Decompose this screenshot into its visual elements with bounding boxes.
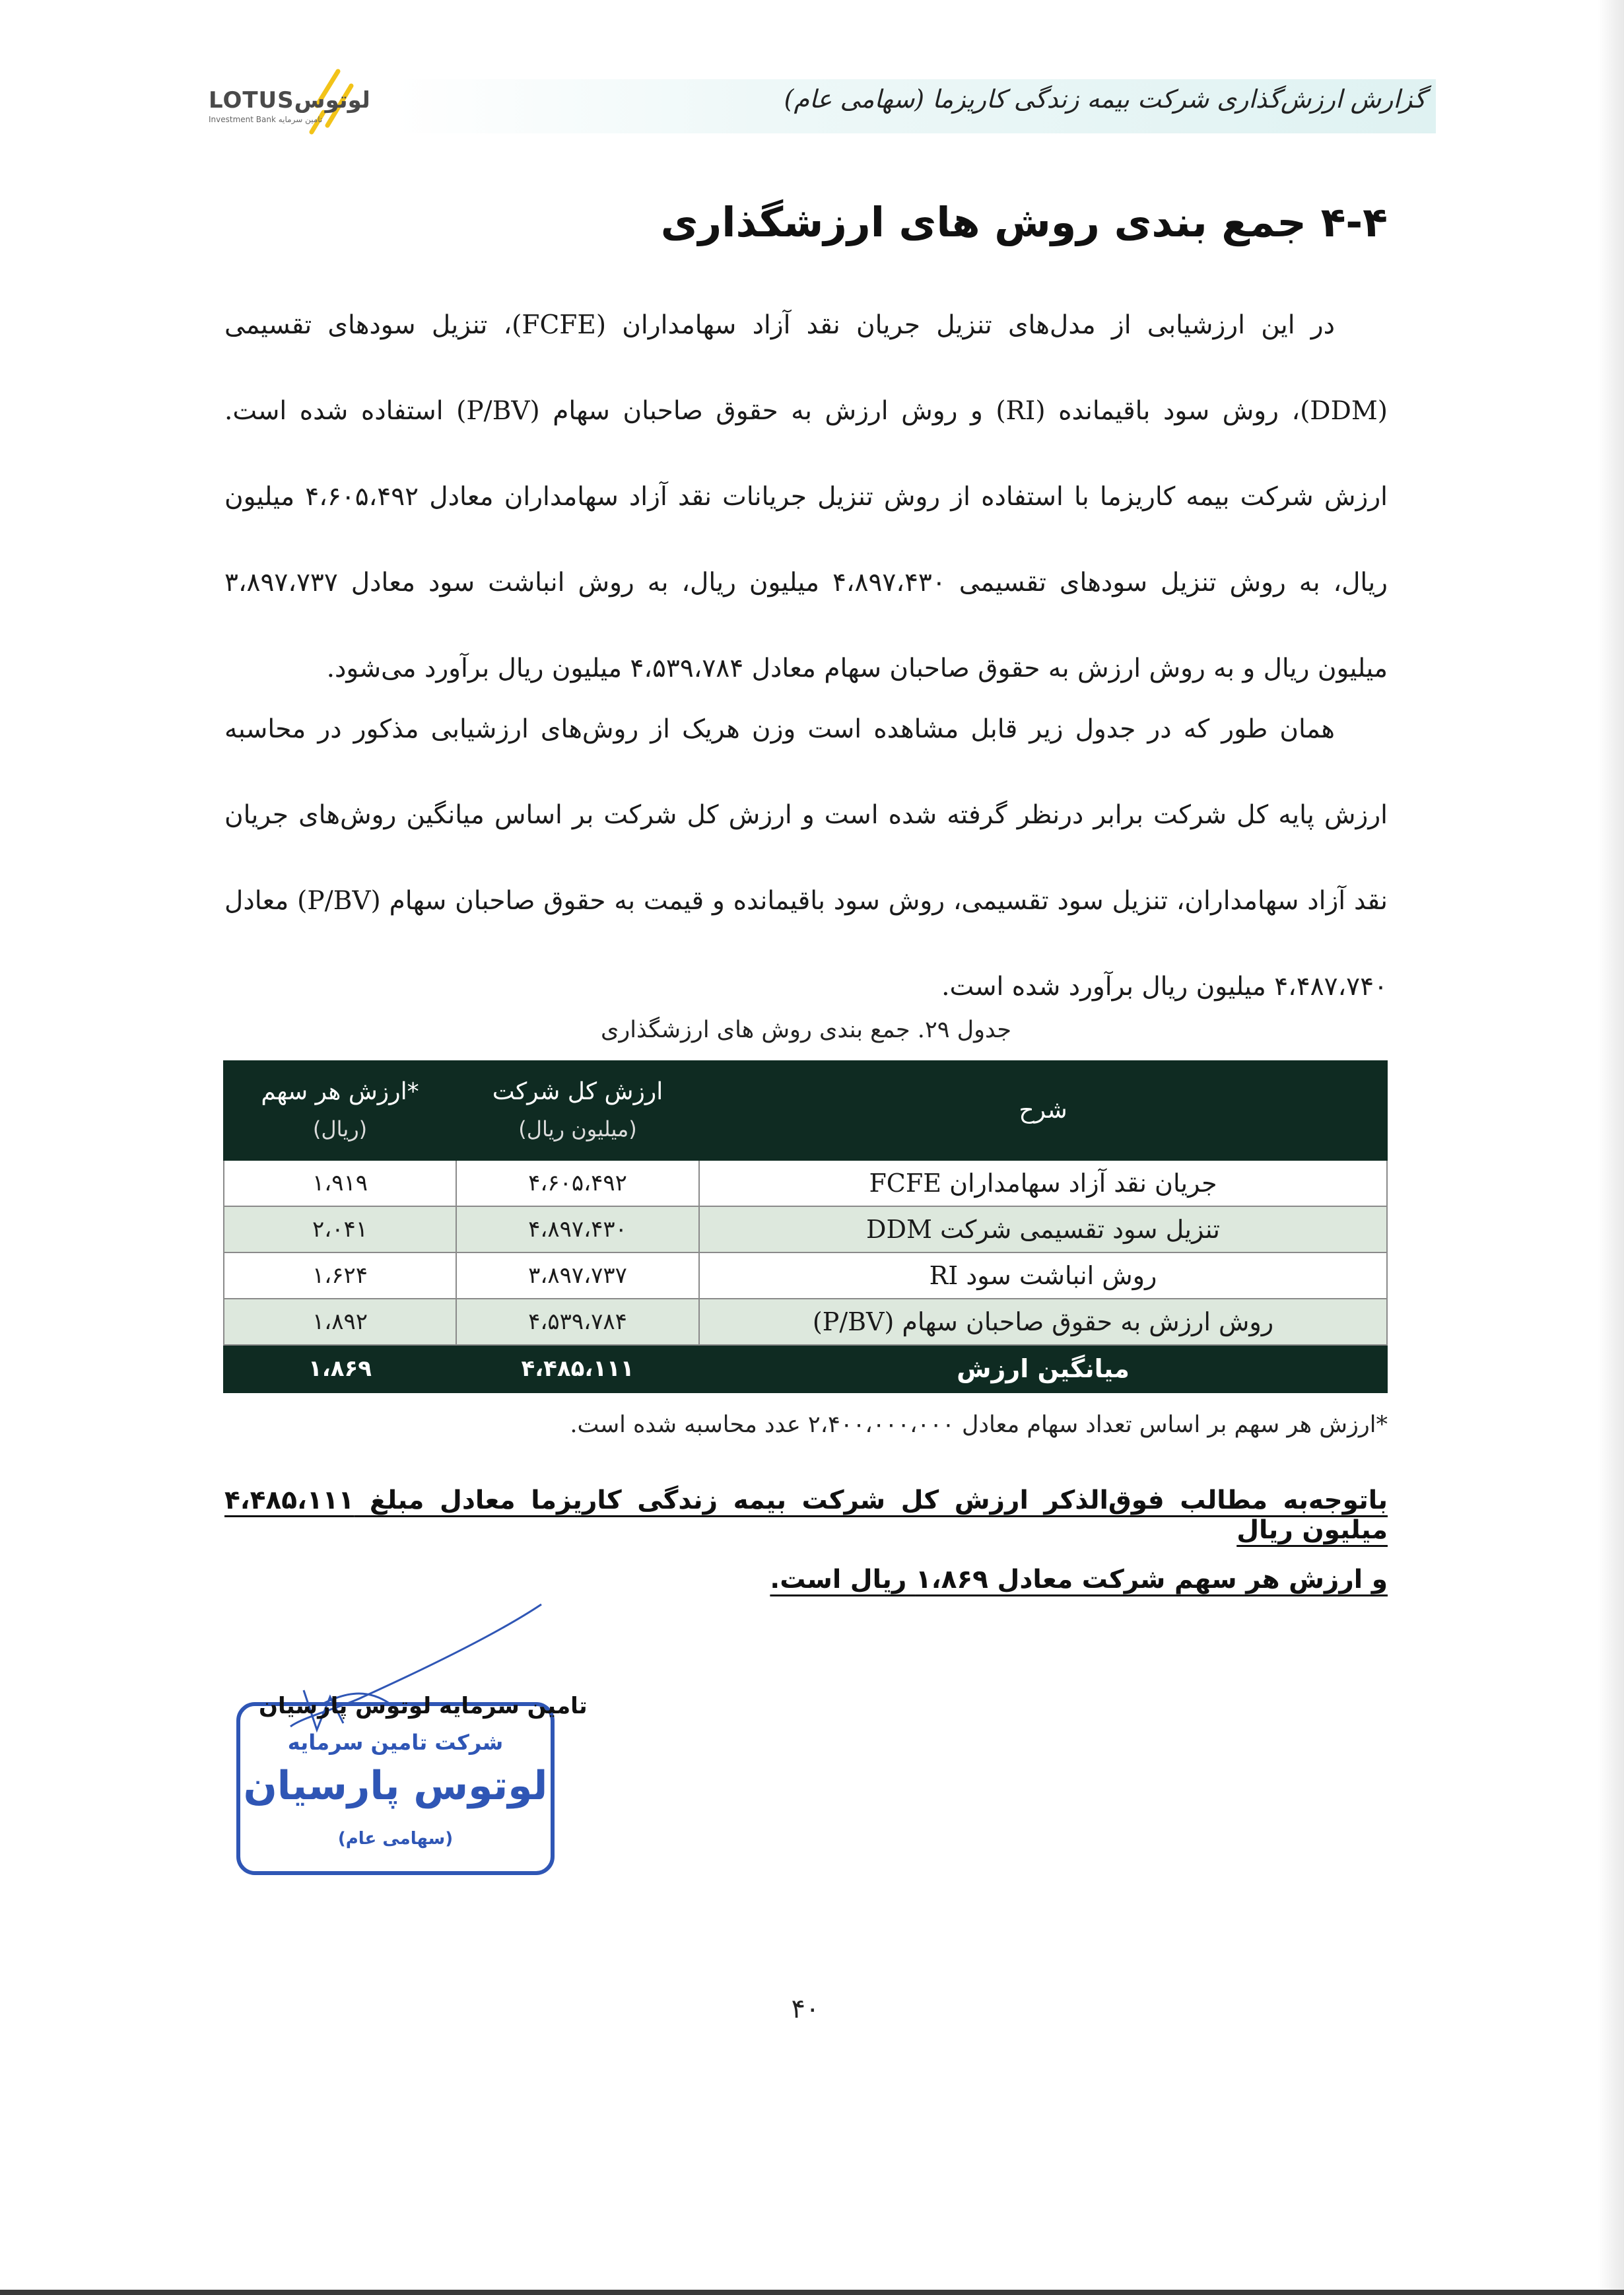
header-per-share-label: *ارزش هر سهم <box>261 1078 419 1105</box>
total-value: ۴،۴۸۵،۱۱۱ <box>456 1345 699 1392</box>
row-per-share: ۱،۹۱۹ <box>224 1160 456 1206</box>
row-per-share: ۱،۸۹۲ <box>224 1299 456 1345</box>
company-stamp <box>236 1702 555 1875</box>
row-total-value: ۴،۸۹۷،۴۳۰ <box>456 1206 699 1252</box>
valuation-summary-table <box>223 1060 1388 1393</box>
lotus-logo <box>206 66 370 139</box>
page-edge-shadow <box>1598 0 1624 2295</box>
row-description: تنزیل سود تقسیمی شرکت DDM <box>699 1206 1387 1252</box>
table-row <box>224 1299 1387 1345</box>
header-description-label: شرح <box>1019 1097 1067 1124</box>
row-description: روش انباشت سود RI <box>699 1252 1387 1299</box>
page-bottom-edge <box>0 2290 1624 2295</box>
table-row <box>224 1160 1387 1206</box>
stamp-line-2: لوتوس پارسیان <box>243 1763 548 1809</box>
conclusion-line-1 <box>224 1486 1388 1545</box>
conclusion-line-2 <box>224 1565 1388 1594</box>
stamp-line-1: شرکت تامین سرمایه <box>287 1730 504 1755</box>
logo-subtext: Investment Bank تامین سرمایه <box>209 115 323 124</box>
table-header-row <box>224 1061 1387 1160</box>
conclusion-text: و ارزش هر سهم شرکت معادل ۱،۸۶۹ ریال است. <box>770 1565 1388 1594</box>
header-total-value <box>456 1061 699 1160</box>
header-total-value-unit: (میلیون ریال) <box>518 1116 637 1142</box>
conclusion-text: باتوجه‌به مطالب فوق‌الذکر ارزش کل شرکت بیمه زندگی کاریزما معادل مبلغ ۴،۴۸۵،۱۱۱ میلیون ریال <box>224 1486 1388 1545</box>
paragraph-text: در این ارزشیابی از مدل‌های تنزیل جریان نقد آزاد سهامداران (FCFE)، تنزیل سودهای تقسیمی (DDM)، روش سود باقیمانده (RI) و روش ارزش به حقوق صاحبان سهام (P/BV) استفاده شده است. ارزش شرکت بیمه کاریزما با استفاده از روش تنزیل جریانات نقد آزاد سهامداران معادل ۴،۶۰۵،۴۹۲ میلیون ریال، به روش تنزیل سودهای تقسیمی ۴،۸۹۷،۴۳۰ میلیون ریال، به روش انباشت سود معادل ۳،۸۹۷،۷۳۷ میلیون ریال و به روش ارزش به حقوق صاحبان سهام معادل ۴،۵۳۹،۷۸۴ میلیون ریال برآورد می‌شود. <box>224 310 1388 683</box>
page-number: ۴۰ <box>791 1994 820 2024</box>
row-description: جریان نقد آزاد سهامداران FCFE <box>699 1160 1387 1206</box>
logo-text: LOTUSلوتوس <box>209 87 370 114</box>
row-total-value: ۳،۸۹۷،۷۳۷ <box>456 1252 699 1299</box>
paragraph-valuation-methods <box>224 283 1388 712</box>
table-footnote: *ارزش هر سهم بر اساس تعداد سهام معادل ۲،۴۰۰،۰۰۰،۰۰۰ عدد محاسبه شده است. <box>570 1412 1388 1438</box>
paragraph-weighting <box>224 687 1388 1030</box>
row-total-value: ۴،۶۰۵،۴۹۲ <box>456 1160 699 1206</box>
table-row <box>224 1252 1387 1299</box>
total-per-share: ۱،۸۶۹ <box>224 1345 456 1392</box>
total-description: میانگین ارزش <box>699 1345 1387 1392</box>
stamp-line-3: (سهامی عام) <box>337 1829 454 1849</box>
row-per-share: ۱،۶۲۴ <box>224 1252 456 1299</box>
stamp-overlay-text: تامین سرمایه لوتوس پارسیان <box>259 1693 588 1719</box>
header-description <box>699 1061 1387 1160</box>
row-description: روش ارزش به حقوق صاحبان سهام (P/BV) <box>699 1299 1387 1345</box>
section-heading: ۴-۴ جمع بندی روش های ارزشگذاری <box>660 198 1388 246</box>
row-total-value: ۴،۵۳۹،۷۸۴ <box>456 1299 699 1345</box>
table-row <box>224 1206 1387 1252</box>
header-per-share <box>224 1061 456 1160</box>
header-per-share-unit: (ریال) <box>312 1116 368 1142</box>
paragraph-text: همان طور که در جدول زیر قابل مشاهده است وزن هریک از روش‌های ارزشیابی مذکور در محاسبه ارزش پایه کل شرکت برابر درنظر گرفته شده است و ارزش کل شرکت بر اساس میانگین روش‌های جریان نقد آزاد سهامداران، تنزیل سود تقسیمی، روش سود باقیمانده و قیمت به حقوق صاحبان سهام (P/BV) معادل ۴،۴۸۷،۷۴۰ میلیون ریال برآورد شده است. <box>224 714 1388 1002</box>
table-caption: جدول ۲۹. جمع بندی روش های ارزشگذاری <box>600 1017 1012 1043</box>
report-title: گزارش ارزش‌گذاری شرکت بیمه زندگی کاریزما (سهامی عام) <box>784 85 1426 114</box>
table-total-row <box>224 1345 1387 1392</box>
header-total-value-label: ارزش کل شرکت <box>492 1078 663 1105</box>
row-per-share: ۲،۰۴۱ <box>224 1206 456 1252</box>
